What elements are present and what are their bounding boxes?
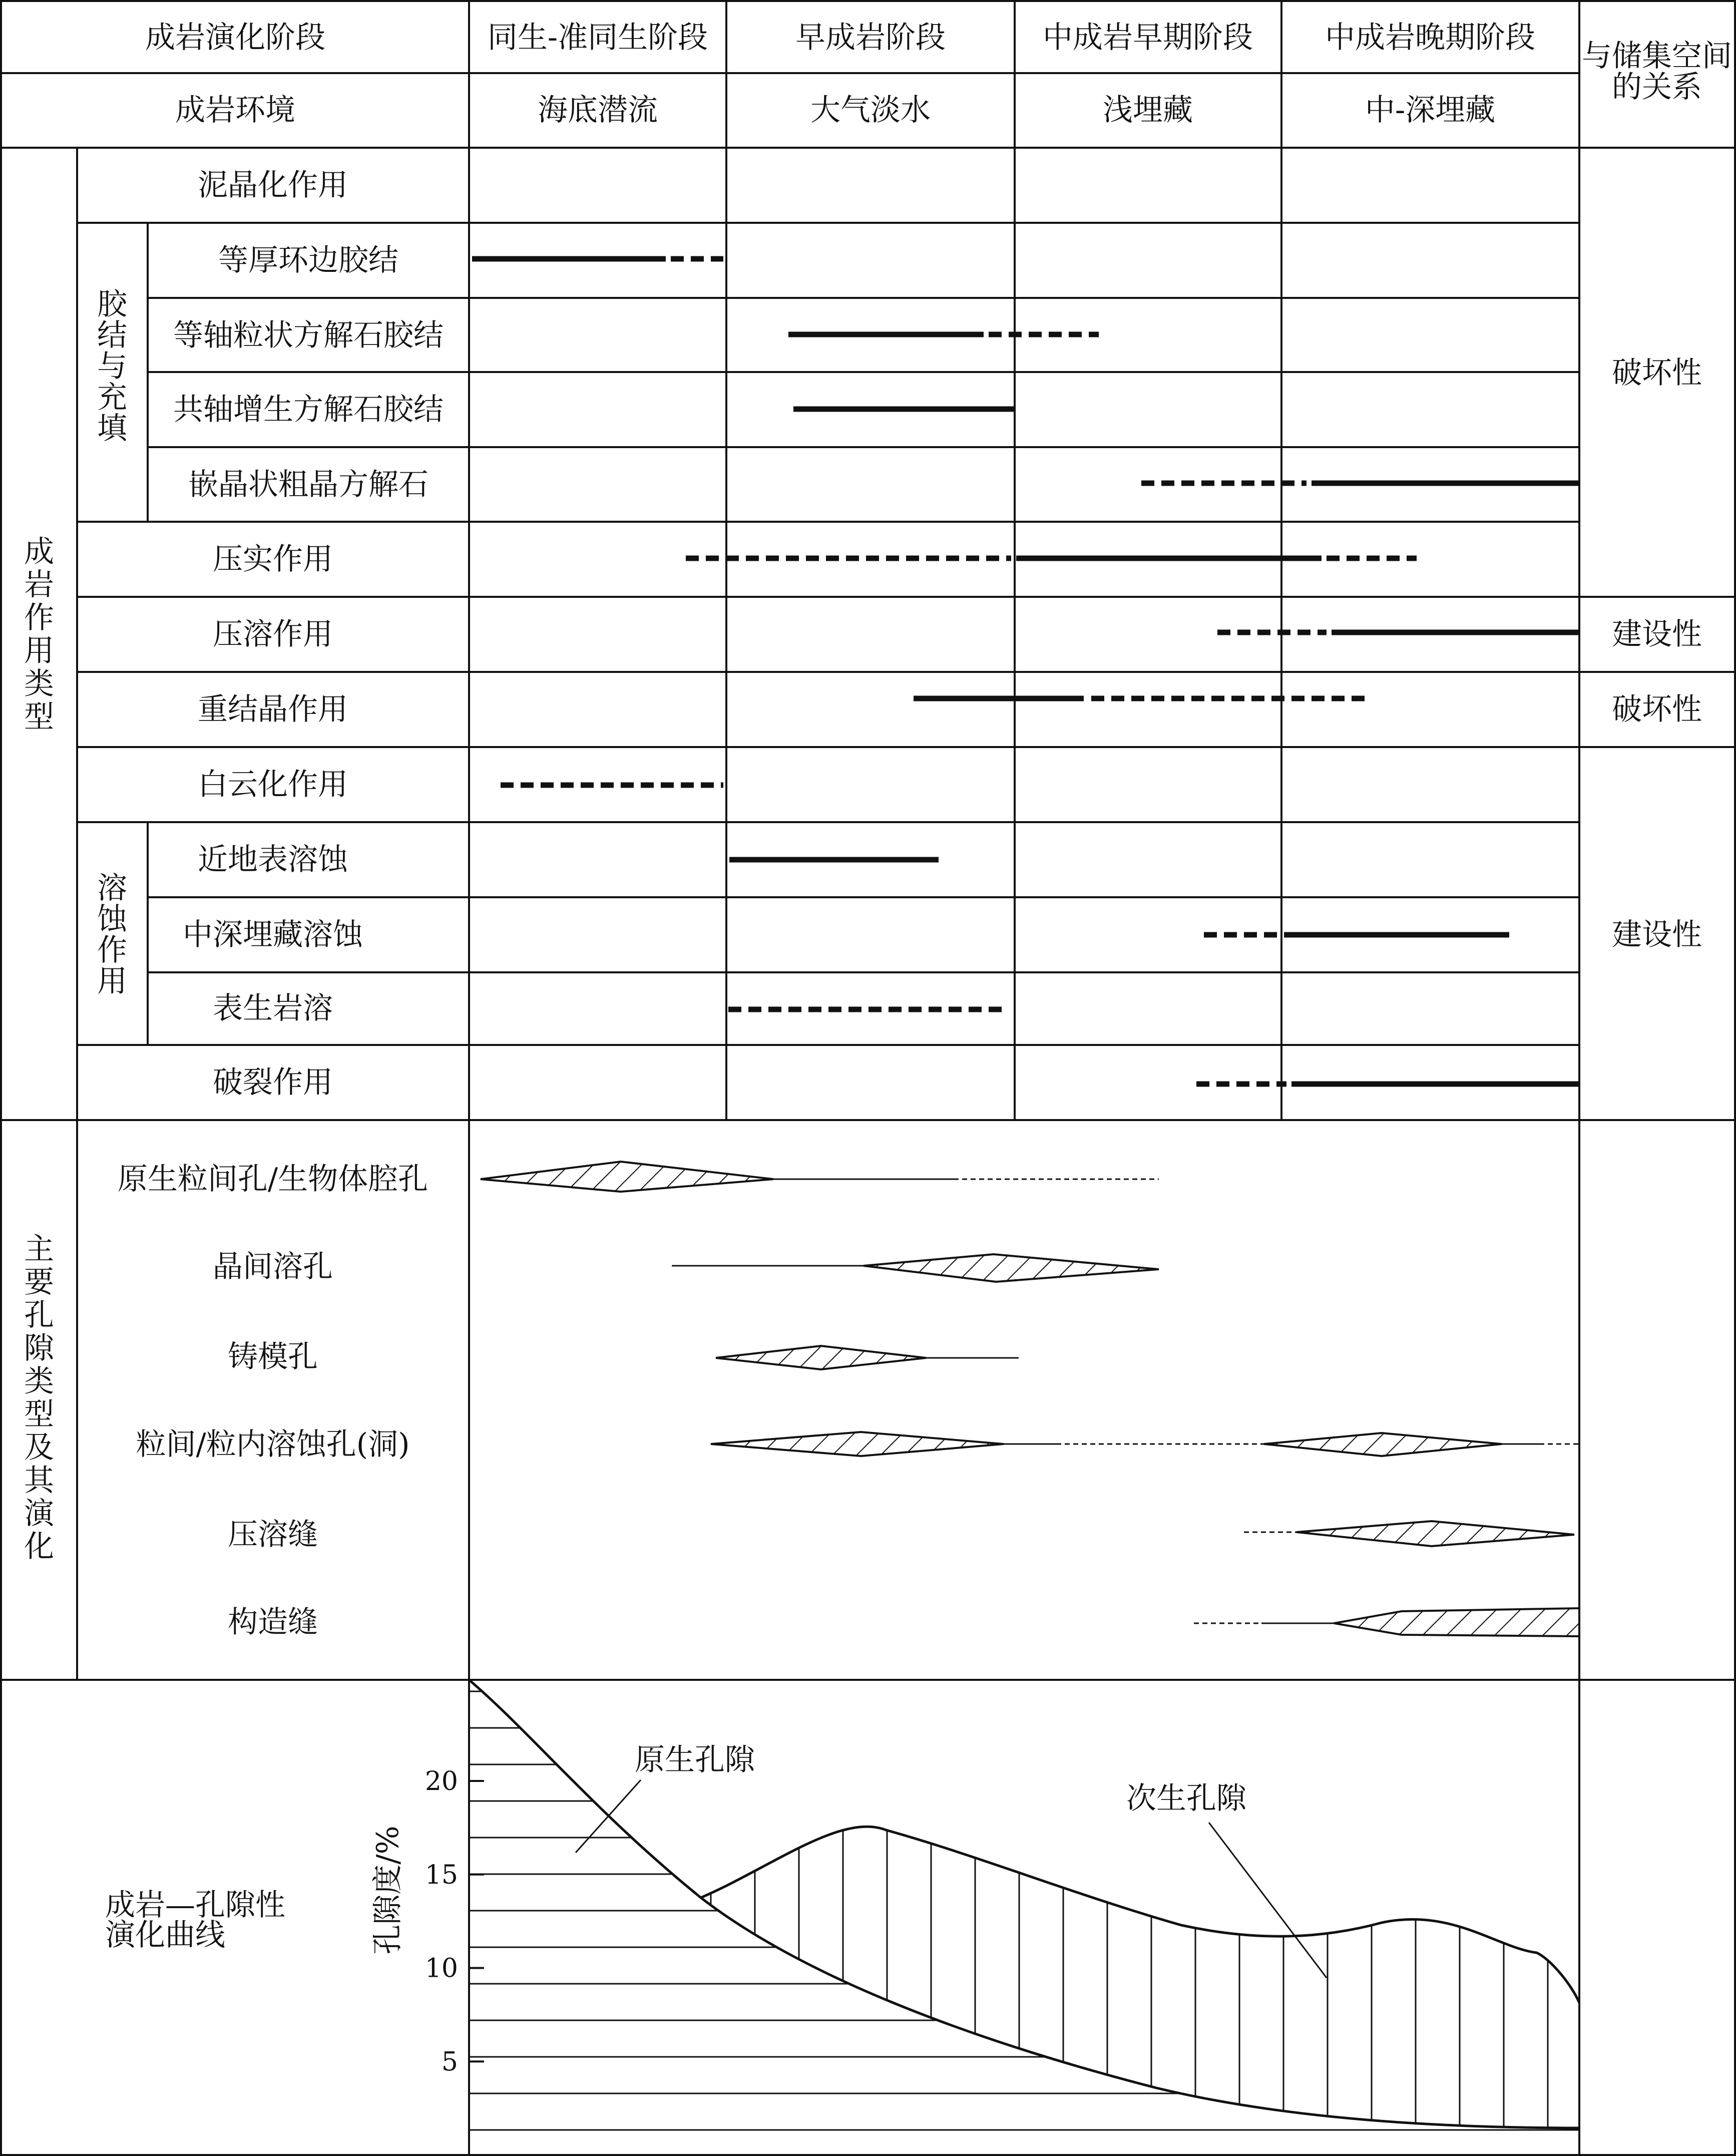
stage-3-env: 浅埋藏 [1103, 93, 1193, 128]
pore-glyph-stylolite [1244, 1521, 1574, 1546]
curve-section-label-line1: 成岩—孔隙性 [105, 1888, 285, 1923]
stage-title: 成岩演化阶段 [145, 20, 325, 55]
pore-glyph-moldic [716, 1346, 1019, 1369]
relation-destructive-2: 破坏性 [1612, 692, 1702, 727]
y-tick-label-5: 5 [441, 2047, 458, 2077]
pore-label-tectonic-fracture: 构造缝 [228, 1605, 318, 1640]
stage-4-env: 中-深埋藏 [1365, 93, 1496, 128]
stage-1-name: 同生-准同生阶段 [487, 20, 708, 55]
pore-glyph-vug [711, 1432, 1579, 1456]
row-label-dolomitization: 白云化作用 [198, 767, 348, 802]
curve-section-label-line2: 演化曲线 [105, 1918, 225, 1953]
pore-label-moldic: 铸模孔 [228, 1339, 318, 1374]
stage-2-name: 早成岩阶段 [795, 20, 946, 55]
dissolution-group-label: 溶蚀作用 [97, 871, 127, 999]
cementation-group-label: 胶结与充填 [97, 287, 127, 446]
stage-3-name: 中成岩早期阶段 [1043, 20, 1253, 55]
row-label-near-surface-dissolution: 近地表溶蚀 [198, 842, 348, 877]
row-label-isopachous-cement: 等厚环边胶结 [218, 243, 398, 278]
stage-1-env: 海底潜流 [538, 93, 658, 128]
pore-glyph-primary [481, 1162, 1159, 1192]
porosity-y-label: 孔隙度/% [370, 1826, 405, 1955]
stage-4-name: 中成岩晚期阶段 [1325, 20, 1535, 55]
primary-porosity-label: 原生孔隙 [635, 1742, 755, 1777]
row-label-micritization: 泥晶化作用 [198, 168, 348, 203]
pore-glyph-intercrystal [672, 1254, 1159, 1282]
row-label-pressure-solution: 压溶作用 [213, 617, 333, 652]
row-label-syntaxial-overgrowth: 共轴增生方解石胶结 [173, 392, 444, 427]
porosity-y-axis [425, 1766, 484, 2077]
diagenesis-section-label: 成岩作用类型 [24, 534, 54, 735]
pore-label-primary: 原生粒间孔/生物体腔孔 [117, 1162, 428, 1197]
y-tick-label-20: 20 [424, 1766, 458, 1796]
pore-label-intercrystal: 晶间溶孔 [213, 1249, 333, 1284]
row-label-recrystallization: 重结晶作用 [198, 692, 348, 727]
row-label-compaction: 压实作用 [213, 542, 333, 577]
env-title: 成岩环境 [175, 93, 295, 128]
primary-porosity-leader [576, 1780, 641, 1853]
y-tick-label-10: 10 [424, 1953, 458, 1984]
pore-label-stylolite: 压溶缝 [228, 1517, 318, 1552]
y-tick-label-15: 15 [424, 1860, 458, 1890]
secondary-porosity-leader [1209, 1823, 1327, 1978]
row-label-equant-calcite-cement: 等轴粒状方解石胶结 [173, 318, 444, 353]
pore-glyph-tectonic [1194, 1608, 1579, 1636]
row-label-burial-dissolution: 中深埋藏溶蚀 [183, 917, 363, 952]
relation-constructive-1: 建设性 [1612, 617, 1702, 652]
row-label-fracturing: 破裂作用 [213, 1065, 333, 1100]
row-label-poikilotopic-calcite: 嵌晶状粗晶方解石 [188, 467, 428, 502]
relation-title: 与储集空间的关系 [1582, 39, 1732, 105]
pores-section-label: 主要孔隙类型及其演化 [24, 1232, 54, 1564]
stage-2-env: 大气淡水 [810, 93, 931, 128]
row-label-epigenetic-karst: 表生岩溶 [213, 991, 333, 1026]
secondary-porosity-label: 次生孔隙 [1126, 1781, 1246, 1816]
relation-constructive-2: 建设性 [1612, 917, 1702, 952]
pore-evolution-glyphs [481, 1162, 1579, 1636]
pore-label-vug: 粒间/粒内溶蚀孔(洞) [136, 1427, 410, 1462]
relation-destructive-1: 破坏性 [1612, 355, 1702, 391]
